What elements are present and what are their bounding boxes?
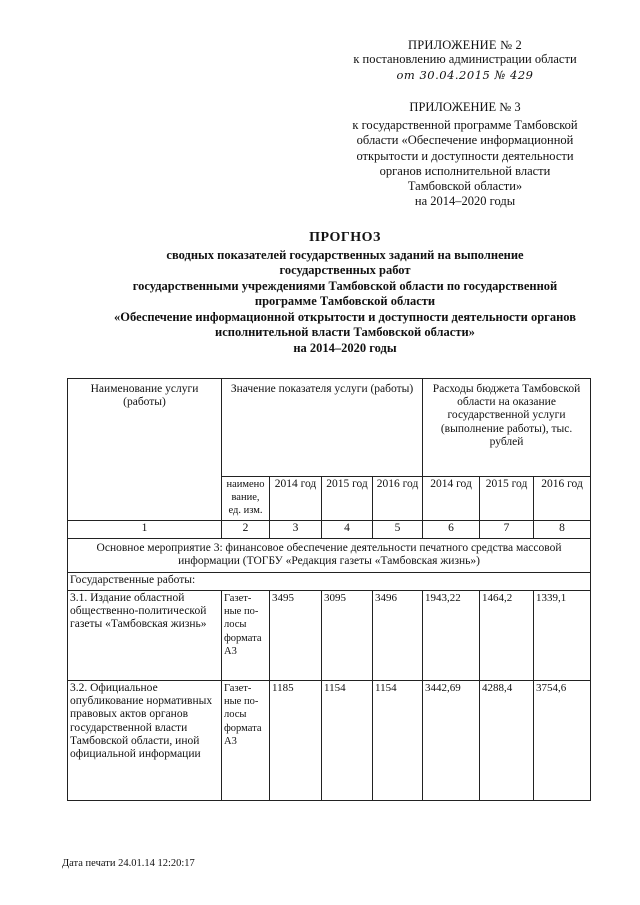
expense-2014: 3442,69 [423,681,480,801]
column-number: 4 [322,521,373,539]
value-2016: 1154 [373,681,423,801]
annex-3-line: области «Обеспечение информационной [356,133,574,148]
annex-2-line: к постановлению администрации области [353,52,577,66]
column-number: 8 [534,521,591,539]
header-unit: наимено вание, ед. изм. [222,477,270,521]
value-2016: 3496 [373,591,423,681]
title-line: «Обеспечение информационной открытости и доступности деятельности органов [114,309,576,324]
column-number: 3 [270,521,322,539]
header-service-name: Наименование услуги (работы) [68,379,222,521]
annex-3-line: органов исполнительной власти [379,163,551,178]
annex-3-line: на 2014–2020 годы [414,194,516,209]
header-year: 2015 год [322,477,373,521]
service-name: 3.1. Издание областной общественно-политической газеты «Тамбовская жизнь» [68,591,222,681]
annex-2-title: ПРИЛОЖЕНИЕ № 2 [408,38,522,52]
print-date: Дата печати 24.01.14 12:20:17 [62,858,195,869]
forecast-table [67,378,591,801]
document-title [60,230,630,356]
annex-3-block [330,100,600,209]
annex-3-line: Тамбовской области» [407,179,523,194]
value-2014: 1185 [270,681,322,801]
annex-2-block [330,38,600,82]
expense-2015: 1464,2 [480,591,534,681]
header-year: 2014 год [423,477,480,521]
column-number: 1 [68,521,222,539]
annex-3-title: ПРИЛОЖЕНИЕ № 3 [409,100,521,114]
table-row [68,591,591,681]
value-2014: 3495 [270,591,322,681]
column-number: 7 [480,521,534,539]
title-line: государственных работ [279,263,411,277]
unit: Газет-ные по-лосы формата А3 [222,681,270,801]
value-2015: 1154 [322,681,373,801]
expense-2016: 1339,1 [534,591,591,681]
column-number: 5 [373,521,423,539]
annex-3-line: к государственной программе Тамбовской [352,118,578,133]
column-number: 6 [423,521,480,539]
subsection-row: Государственные работы: [68,573,591,591]
annex-3-line: открытости и доступности деятельности [356,148,574,163]
section-row: Основное мероприятие 3: финансовое обеспечение деятельности печатного средства массовой информации (ТОГБУ «Редакция газеты «Тамбовская жизнь») [68,539,591,573]
expense-2016: 3754,6 [534,681,591,801]
expense-2014: 1943,22 [423,591,480,681]
header-year: 2016 год [534,477,591,521]
value-2015: 3095 [322,591,373,681]
table-row [68,681,591,801]
column-number: 2 [222,521,270,539]
unit: Газет-ные по-лосы формата А3 [222,591,270,681]
header-budget-expenses: Расходы бюджета Тамбовской области на оказание государственной услуги (выполнение работы), тыс. рублей [423,379,591,477]
service-name: 3.2. Официальное опубликование нормативных правовых актов органов государственной власти Тамбовской области, иной официальной информации [68,681,222,801]
header-indicator-value: Значение показателя услуги (работы) [222,379,423,477]
handwritten-date-number: от 30.04.2015 № 429 [396,68,534,82]
title-line: исполнительной власти Тамбовской области» [215,325,475,339]
title-main: ПРОГНОЗ [309,230,381,245]
title-line: государственными учреждениями Тамбовской области по государственной [132,278,558,293]
title-line: сводных показателей государственных заданий на выполнение [166,247,524,262]
title-line: на 2014–2020 годы [293,340,397,355]
header-year: 2014 год [270,477,322,521]
header-year: 2016 год [373,477,423,521]
expense-2015: 4288,4 [480,681,534,801]
title-line: программе Тамбовской области [254,294,436,308]
header-year: 2015 год [480,477,534,521]
